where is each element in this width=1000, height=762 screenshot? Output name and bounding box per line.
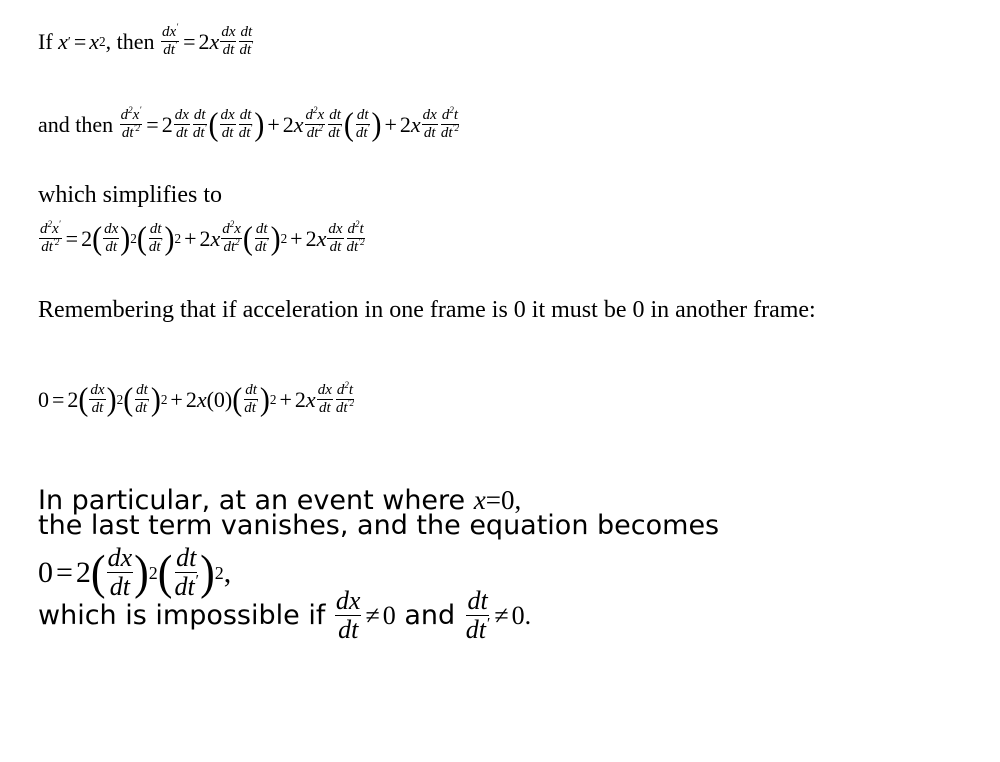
para-line-4: which is impossible if $\frac{dx}{dt}$ ≠ 0 and $\frac{dt}{dt'}$ ≠ 0. xyxy=(38,586,532,644)
para-line1-text: In particular, at an event where xyxy=(38,485,466,516)
para-equation: 0 = 2 ( $\frac{dx}{dt}$ ) 2 ( $\frac{dt}{dt'}$ ) 2 , xyxy=(38,543,232,601)
equation-line-4: $\frac{d^2x'}{dt^{'2}}$ = 2 ( $\frac{dx}{dt}$ ) 2 ( $\frac{dt}{dt'}$ ) 2 + 2 x $\frac{d^2x}{dt^2}$ ( $\frac{dt}{dt'}$ ) 2 + 2 x $\frac{dx}{dt}$ $\frac{d^2t}{dt^{'2}}$ xyxy=(40,219,365,257)
equation-line-2: and then $\frac{d^2x'}{dt^{'2}}$ = 2 $\frac{dx}{dt}$ $\frac{dt}{dt'}$ ( $\frac{dx}{dt}$ $\frac{dt}{dt'}$ ) + 2 x $\frac{d^2x}{dt^2}$ $\frac{dt}{dt'}$ ( $\frac{dt}{dt'}$ ) + 2 x $\frac{dx}{dt}$ $\frac{d^2t}{dt^{'2}}$ xyxy=(38,105,459,143)
equation-line-6: 0 = 2 ( $\frac{dx}{dt}$ ) 2 ( $\frac{dt}{dt'}$ ) 2 + 2 x (0) ( $\frac{dt}{dt'}$ ) 2 + 2 x $\frac{dx}{dt}$ $\frac{d^2t}{dt^{'2}}$ xyxy=(38,380,354,418)
equation-line-1: If x ′ = x 2 , then $\frac{dx'}{dt'}$ = 2 x $\frac{dx}{dt}$ $\frac{dt}{dt'}$ xyxy=(38,22,254,58)
para-line2-text: the last term vanishes, and the equation becomes xyxy=(38,510,720,541)
line1-then: , then xyxy=(105,28,155,54)
text-line-3 xyxy=(38,182,222,209)
line3-text: which simplifies to xyxy=(38,182,222,208)
para-line-1: In particular, at an event where x =0, xyxy=(38,485,522,516)
line2-prefix: and then xyxy=(38,111,114,137)
para-line-2 xyxy=(38,512,719,539)
line5-text: Remembering that if acceleration in one frame is 0 it must be 0 in another frame: xyxy=(38,297,816,323)
text-line-5 xyxy=(38,297,816,324)
line1-prefix: If xyxy=(38,28,53,54)
para-line4-text: which is impossible if xyxy=(38,600,326,631)
para-and: and xyxy=(404,600,456,631)
